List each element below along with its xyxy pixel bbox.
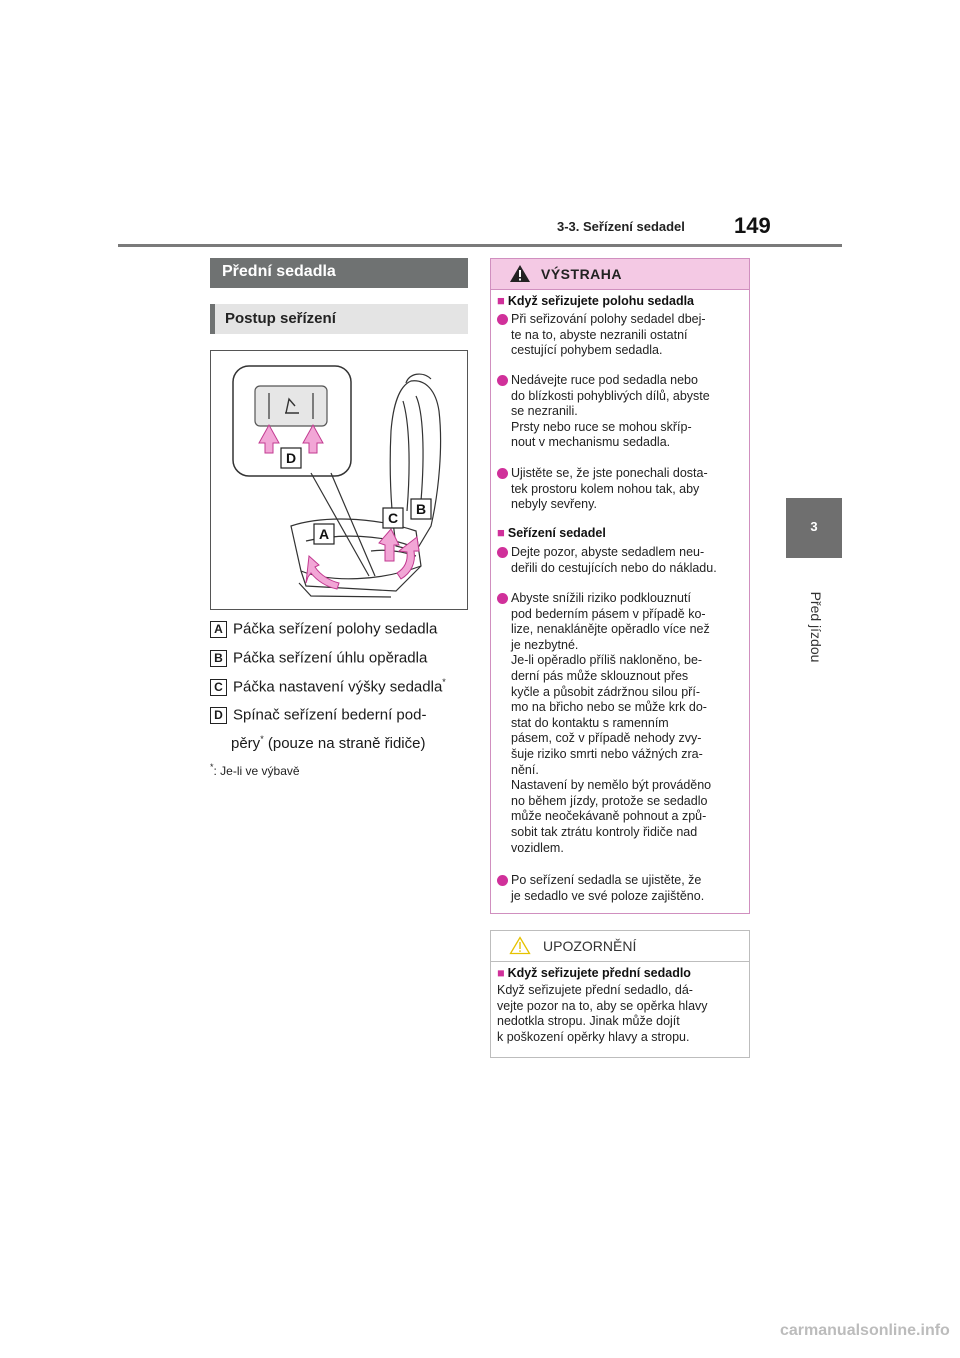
warning-box xyxy=(490,258,750,914)
bullet-icon xyxy=(497,314,508,325)
seat-drawing xyxy=(211,351,467,609)
bullet-icon xyxy=(497,468,508,479)
caution-icon xyxy=(509,936,531,955)
square-bullet-icon: ■ xyxy=(497,525,505,540)
chapter-label: Před jízdou xyxy=(808,591,824,663)
warning-section-heading xyxy=(497,293,694,308)
warning-heading-text: Seřízení sedadel xyxy=(507,526,606,540)
legend-letter: A xyxy=(210,621,227,638)
footnote-text: : Je-li ve výbavě xyxy=(213,764,300,778)
page-number: 149 xyxy=(734,213,771,238)
warning-item xyxy=(497,373,745,451)
bullet-icon xyxy=(497,375,508,386)
heading-front-seats xyxy=(210,258,468,288)
legend-text: (pouze na straně řidiče) xyxy=(263,735,426,752)
bullet-icon xyxy=(497,593,508,604)
lumbar-switch xyxy=(255,386,327,426)
section-title: 3-3. Seřízení sedadel xyxy=(557,219,685,234)
warning-item-text: Abyste snížili riziko podklouznutí pod bederním pásem v případě ko- lize, nenaklánějte opěradlo více než je nezbytné. Je-li opěradlo příliš nakloněno, be- derní pás může sklouznout přes kyčle a působit zádržnou silou pří- mo na břicho nebo se může krk do- stat do kontaktu s ramenním pásem, což v případě nehody zvy- šuje riziko smrti nebo vážných zra- nění. Nastavení by nemělo být prováděno no během jízdy, protože se sedadlo může neočekávaně pohnout a způ- sobit tak ztrátu kontroly řidiče nad vozidlem. xyxy=(511,591,712,855)
warning-item xyxy=(497,466,745,513)
chapter-tab xyxy=(786,498,842,558)
caution-heading-text: Když seřizujete přední sedadlo xyxy=(507,966,691,980)
callout-c: C xyxy=(387,510,399,526)
caution-heading xyxy=(497,966,691,980)
warning-title: VÝSTRAHA xyxy=(541,266,623,282)
footnote-star: * xyxy=(442,677,446,687)
legend-text: Páčka seřízení úhlu opěradla xyxy=(233,649,428,667)
arrow-icon xyxy=(379,529,399,561)
heading-adjustment-procedure xyxy=(210,304,468,334)
legend-text: Páčka nastavení výšky sedadla xyxy=(233,678,443,696)
warning-icon xyxy=(509,264,531,283)
bullet-icon xyxy=(497,547,508,558)
warning-item-text: Po seřízení sedadla se ujistěte, že je sedadlo ve své poloze zajištěno. xyxy=(511,873,705,903)
warning-item-text: Při seřizování polohy sedadel dbej- te na to, abyste nezranili ostatní cestující pohybem sedadla. xyxy=(511,312,706,358)
heading-sub-text: Postup seřízení xyxy=(225,310,336,327)
legend-letter: D xyxy=(210,707,227,724)
footnote-star: * xyxy=(210,762,214,772)
caution-title: UPOZORNĚNÍ xyxy=(543,938,637,954)
caution-text: Když seřizujete přední sedadlo, dá- vejte pozor na to, aby se opěrka hlavy nedotkla stropu. Jinak může dojít k poškození opěrky hlavy a stropu. xyxy=(497,983,708,1044)
legend-item-d-continued xyxy=(231,734,425,752)
callout-a: A xyxy=(318,526,330,542)
seat-illustration xyxy=(210,350,468,610)
arrow-icon xyxy=(397,537,419,579)
warning-item xyxy=(497,873,745,904)
square-bullet-icon: ■ xyxy=(497,293,505,308)
square-bullet-icon: ■ xyxy=(497,966,505,980)
bullet-icon xyxy=(497,875,508,886)
callout-b: B xyxy=(415,501,427,517)
warning-heading-text: Když seřizujete polohu sedadla xyxy=(507,294,695,308)
warning-item xyxy=(497,545,745,576)
legend-item-c xyxy=(210,677,446,696)
legend-item-a xyxy=(210,620,437,638)
warning-item xyxy=(497,312,745,359)
warning-header xyxy=(491,259,749,290)
heading-main-text: Přední sedadla xyxy=(222,263,336,280)
footnote-star: * xyxy=(260,734,264,744)
legend-text: Páčka seřízení polohy sedadla xyxy=(233,620,438,638)
warning-section-heading xyxy=(497,525,606,540)
legend-item-b xyxy=(210,649,427,667)
legend-letter: C xyxy=(210,679,227,696)
watermark: carmanualsonline.info xyxy=(780,1322,950,1339)
arrow-icon xyxy=(306,556,339,589)
warning-item-text: Nedávejte ruce pod sedadla nebo do blízkosti pohyblivých dílů, abyste se nezranili. Prsty nebo ruce se mohou skříp- nout v mechanismu sedadla. xyxy=(511,373,710,450)
legend-item-d xyxy=(210,706,426,724)
legend-text: pěry xyxy=(231,735,261,752)
warning-item-text: Dejte pozor, abyste sedadlem neu- deřili do cestujících nebo do nákladu. xyxy=(511,545,717,575)
warning-item-text: Ujistěte se, že jste ponechali dosta- tek prostoru kolem nohou tak, aby nebyly sevřeny. xyxy=(511,466,708,512)
caution-header xyxy=(491,931,749,962)
footnote xyxy=(210,762,300,778)
header-rule xyxy=(118,244,842,247)
warning-item xyxy=(497,591,745,856)
legend-letter: B xyxy=(210,650,227,667)
chapter-number: 3 xyxy=(810,519,818,534)
caution-box xyxy=(490,930,750,1058)
callout-d: D xyxy=(285,450,297,466)
legend-text: Spínač seřízení bederní pod- xyxy=(233,706,427,724)
